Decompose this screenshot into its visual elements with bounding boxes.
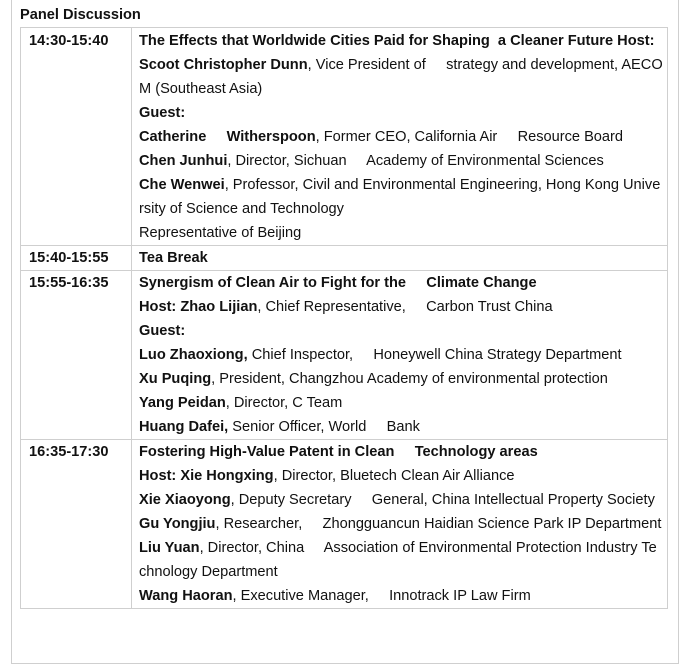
session-line bbox=[139, 319, 663, 343]
line-text: Representative of Beijing bbox=[139, 225, 302, 241]
line-text: , Chief Representative, Carbon Trust China bbox=[257, 299, 553, 315]
line-text: , Vice President of strategy and development, AECOM (Southeast Asia) bbox=[139, 57, 663, 97]
table-row bbox=[21, 271, 668, 440]
session-line bbox=[139, 125, 663, 149]
table-row bbox=[21, 246, 668, 271]
line-bold-text: Chen Junhui bbox=[139, 153, 228, 169]
line-text: , Director, Sichuan Academy of Environmental Sciences bbox=[227, 153, 604, 169]
line-bold-text: Host: Xie Hongxing bbox=[139, 468, 274, 484]
panel-title: Panel Discussion bbox=[20, 7, 141, 23]
session-line bbox=[139, 440, 663, 464]
session-time: 15:55-16:35 bbox=[21, 271, 132, 440]
line-bold-text: Xu Puqing bbox=[139, 371, 212, 387]
line-bold-text: Huang Dafei, bbox=[139, 419, 229, 435]
line-bold-text: Wang Haoran bbox=[139, 588, 233, 604]
line-bold-text: Luo Zhaoxiong, bbox=[139, 347, 248, 363]
line-text: , Executive Manager, Innotrack IP Law Firm bbox=[232, 588, 531, 604]
session-line bbox=[139, 391, 663, 415]
session-time: 16:35-17:30 bbox=[21, 440, 132, 609]
session-line bbox=[139, 415, 663, 439]
session-line bbox=[139, 271, 663, 295]
line-bold-text: Che Wenwei bbox=[139, 177, 225, 193]
schedule-table bbox=[20, 27, 668, 609]
session-line bbox=[139, 246, 663, 270]
line-text: , Former CEO, California Air Resource Board bbox=[315, 129, 624, 145]
session-content bbox=[132, 28, 668, 246]
session-line bbox=[139, 173, 663, 221]
session-content bbox=[132, 271, 668, 440]
session-line bbox=[139, 221, 663, 245]
line-bold-text: Yang Peidan bbox=[139, 395, 226, 411]
line-text: Chief Inspector, Honeywell China Strategy Department bbox=[247, 347, 622, 363]
line-bold-text: Catherine Witherspoon bbox=[139, 129, 316, 145]
line-text: Senior Officer, World Bank bbox=[228, 419, 420, 435]
line-text: , Director, China Association of Environmental Protection Industry Technology Department bbox=[139, 540, 657, 580]
session-line bbox=[139, 536, 663, 584]
line-bold-text: The Effects that Worldwide Cities Paid for Shaping a Cleaner Future Host: Scoot Christopher Dunn bbox=[139, 33, 659, 73]
line-text: , Researcher, Zhongguancun Haidian Science Park IP Department bbox=[215, 516, 662, 532]
line-bold-text: Host: Zhao Lijian bbox=[139, 299, 258, 315]
session-content bbox=[132, 440, 668, 609]
line-text: , Director, Bluetech Clean Air Alliance bbox=[273, 468, 515, 484]
session-line bbox=[139, 29, 663, 101]
session-time: 14:30-15:40 bbox=[21, 28, 132, 246]
session-content bbox=[132, 246, 668, 271]
line-text: , President, Changzhou Academy of environmental protection bbox=[211, 371, 608, 387]
session-line bbox=[139, 343, 663, 367]
line-bold-text: Tea Break bbox=[139, 250, 208, 266]
table-row bbox=[21, 440, 668, 609]
session-line bbox=[139, 295, 663, 319]
session-line bbox=[139, 367, 663, 391]
line-bold-text: Synergism of Clean Air to Fight for the Climate Change bbox=[139, 275, 537, 291]
session-time: 15:40-15:55 bbox=[21, 246, 132, 271]
line-bold-text: Fostering High-Value Patent in Clean Technology areas bbox=[139, 444, 538, 460]
session-line bbox=[139, 149, 663, 173]
session-line bbox=[139, 464, 663, 488]
session-line bbox=[139, 488, 663, 512]
line-text: , Deputy Secretary General, China Intellectual Property Society bbox=[230, 492, 655, 508]
line-text: , Professor, Civil and Environmental Engineering, Hong Kong University of Science and Technology bbox=[139, 177, 661, 217]
line-bold-text: Guest: bbox=[139, 105, 186, 121]
line-bold-text: Gu Yongjiu bbox=[139, 516, 216, 532]
session-line bbox=[139, 512, 663, 536]
line-bold-text: Xie Xiaoyong bbox=[139, 492, 231, 508]
session-line bbox=[139, 584, 663, 608]
session-line bbox=[139, 101, 663, 125]
table-row bbox=[21, 28, 668, 246]
line-bold-text: Guest: bbox=[139, 323, 186, 339]
line-bold-text: Liu Yuan bbox=[139, 540, 200, 556]
line-text: , Director, C Team bbox=[225, 395, 343, 411]
